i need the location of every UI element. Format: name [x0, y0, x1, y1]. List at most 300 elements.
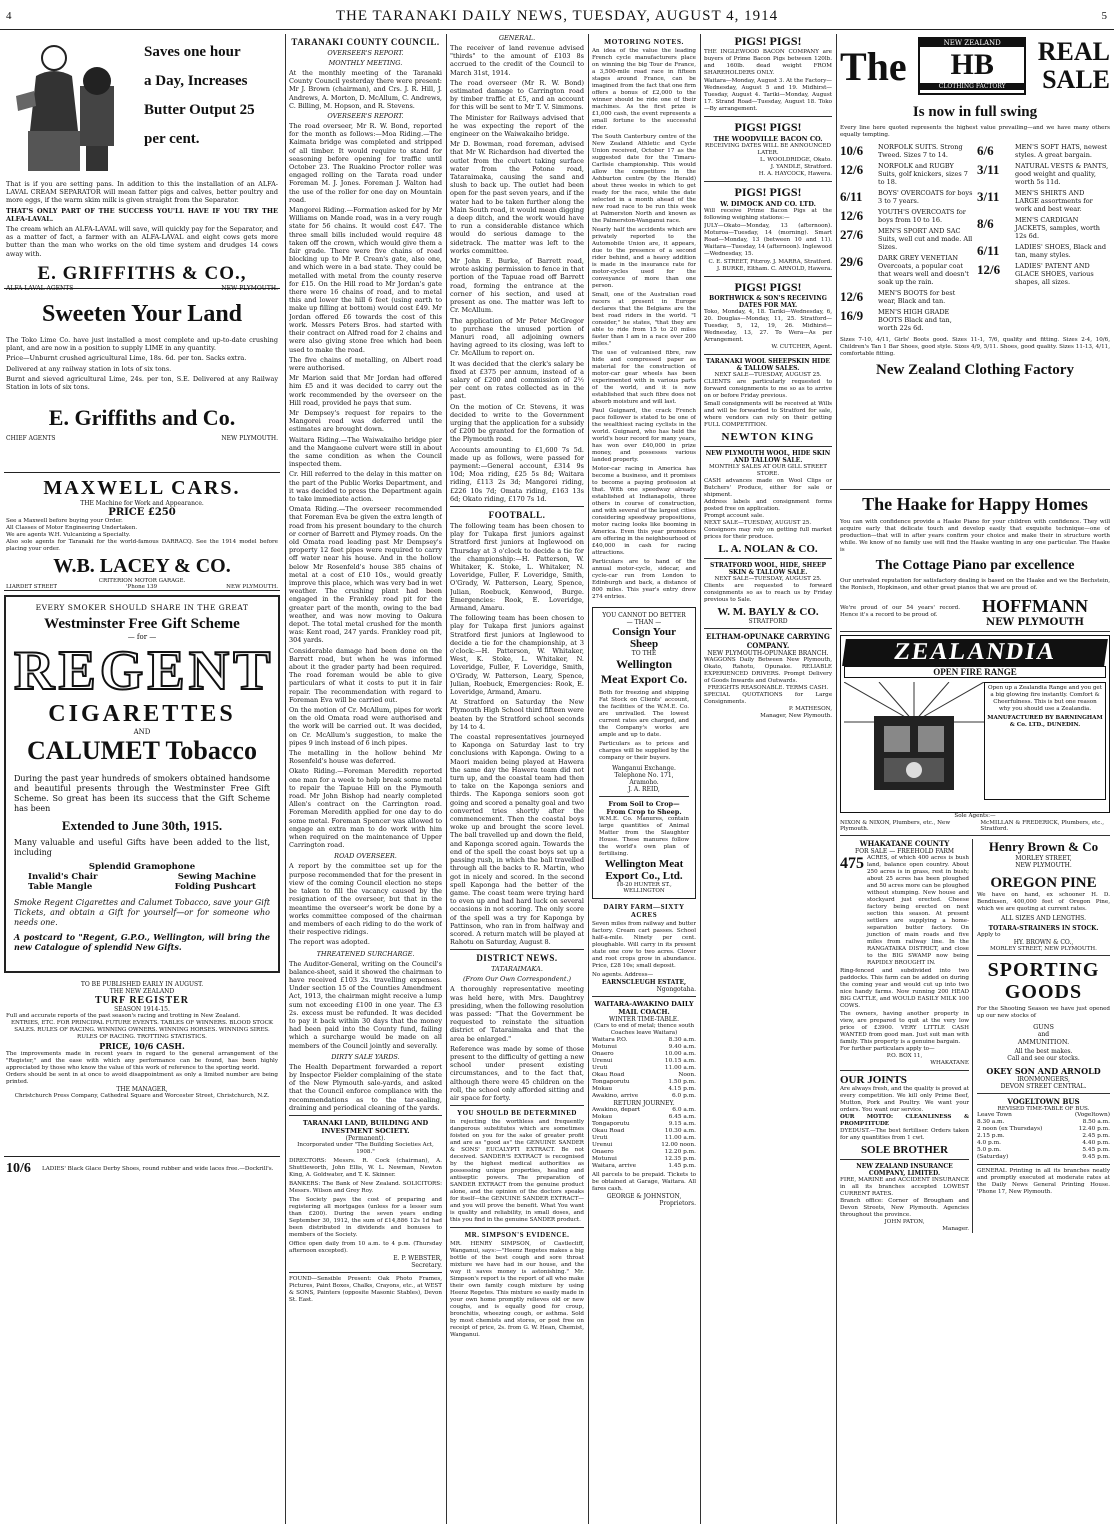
sale-item [840, 189, 973, 205]
wme-l6: Meat Export Co. [600, 672, 688, 686]
regent-scheme: Westminster Free Gift Scheme [44, 616, 240, 632]
stop-time: 10.15 a.m. [664, 1058, 696, 1064]
newspaper-title: THE TARANAKI DAILY NEWS, TUESDAY, AUGUST 4, 1914 [335, 8, 779, 24]
stop-name: Urenui [592, 1142, 613, 1148]
page-number: 4 [6, 10, 13, 22]
sweeten-b2: Price—Unburnt crushed agricultural Lime, 18s. 6d. per ton. Sacks extra. [6, 354, 247, 363]
sale-item-text: NORFOLK SUITS. Strong Tweed. Sizes 7 to 14. [878, 143, 963, 159]
wme2-body: W.M.E. Co. Manures, contain large quantities of Animal Matter from the Slaughter House. These manures follow the world's own plan of fertilising. [599, 816, 689, 857]
okey-address: DEVON STREET CENTRAL. [1000, 1083, 1087, 1090]
sale-item-text: MEN'S BOOTS for best wear, Black and tan. [878, 289, 956, 305]
society-s3: DIRECTORS: Messrs. R. Cock (chairman), A. Shuttleworth, John Ellis, W. L. Newman, Newton King, A. Goldwater, and T. K. Skinner. [289, 1157, 442, 1178]
zealandia-agent-2: McMILLAN & FREDERICK, Plumbers, etc., Stratford. [980, 820, 1104, 832]
sweeten-town: NEW PLYMOUTH. [221, 435, 278, 443]
stratford-wool-b: NEXT SALE—TUESDAY, AUGUST 25. [714, 576, 822, 582]
stop-name: Mokau [592, 1086, 613, 1092]
timetable-row [592, 1128, 696, 1135]
coach-timetable-return [592, 1107, 696, 1170]
stop-time: 6.45 a.m. [668, 1114, 696, 1120]
stratford-wool-c: Clients are requested to forward consignments so as to reach us by Friday previous to Sale. [704, 583, 832, 603]
joints-body: Are always fresh, and the quality is proved at every competition. We kill only Prime Beef, Mutton, Pork and Poultry. We want your orders. You want our service. [840, 1086, 969, 1113]
dairy-farm-body: Seven miles from railway and butter factory. Cream cart passes. School half-a-mile. Ninety per cent. ploughable. Will carry in its present state one cow to two acres. Clover and root crops grow in abundance. Price, £28 10s; small deposit. [592, 921, 696, 969]
sander-heading: YOU SHOULD BE DETERMINED [457, 1109, 577, 1118]
pigs-borthwick-agent: W. CUTCHER, Agent. [771, 344, 832, 350]
correspondent-note: (From Our Own Correspondent.) [462, 975, 572, 984]
np-wool-g: Consignors may rely on getting full market prices for their produce. [704, 527, 832, 540]
council-p10: Considerable damage had been done on the Barrett road, but when he was informed about it the grader party had been required. The road foreman would be able to give particulars of what it costs to put it in fair repair. The recommendation with regard to Foreman Eva will be carried out. [289, 646, 442, 704]
sale-item-text: MEN'S CARDIGAN JACKETS, samples, worth 12s 6d. [1015, 216, 1100, 240]
sale-item [977, 262, 1110, 286]
wellington-meat-ad [592, 607, 696, 899]
stop-name: Waitara P.O. [592, 1037, 628, 1043]
tataraimaka-heading: TATARAIMAKA. [491, 965, 543, 974]
bus-time-town: 4.0 p.m. [977, 1140, 1001, 1146]
regent-extended: Extended to June 30th, 1915. [61, 818, 223, 833]
general-printing: GENERAL Printing in all its branches neatly and promptly executed at moderate rates at the Daily News General Printing House. 'Phone 17, New Plymouth. [977, 1168, 1110, 1195]
simpson-heading: MR. SIMPSON'S EVIDENCE. [464, 1231, 570, 1240]
bus-time-vogeltown: 5.45 p.m. [1082, 1147, 1110, 1153]
sale-item-text: NATURAL VESTS & PANTS, good weight and quality, worth 5s 11d. [1015, 162, 1109, 186]
hb-sale-ad [840, 34, 1110, 486]
council-p3: Mangorei Riding.—Formation asked for by Mr Williams on Mande road, was in a very rough state for 56 chains. It would cost £47. The three small bills included would require 48 taken off the crown, which would give them a fair grade. There were five chains of road blocking up to Mr P. Crean's gate, also one, and which were in a bad state. They could be metalled with metal from the county reserve for £15. On the Hill road to Mr Jordan's gate there were 16 chains of road, and to metal this and lower the hill 6 feet (using earth to make up filling at bottom) would cost £49. Mr Jordan offered £6 towards the cost of this work. Messrs Peters Bros. had started with their contract on Alfred road for 2 chains and were also giving stone free which had been used to make the road. [289, 206, 442, 354]
sale-item [840, 208, 973, 224]
joints-heading: OUR JOINTS [840, 1074, 907, 1086]
sporting-makes: All the best makes. [1014, 1048, 1073, 1055]
turf-title: TURF REGISTER [94, 995, 190, 1006]
coach-timetable-outbound [592, 1037, 696, 1100]
haake-piano-ad [840, 494, 1110, 628]
insurance-body: FIRE, MARINE and ACCIDENT INSURANCE in all its branches accepted LOWEST CURRENT RATES. [840, 1177, 969, 1197]
pigs-woodville: THE WOODVILLE BACON CO. [713, 135, 823, 143]
insurance-heading: NEW ZEALAND INSURANCE COMPANY, LIMITED. [856, 1163, 953, 1177]
joints-dyedust: DYEDUST.—The best fertiliser. Orders taken for any quantities from 1 cwt. [840, 1128, 969, 1141]
bayly-town: STRATFORD [748, 618, 788, 625]
general-p3: The Minister for Railways advised that he was expecting the report of the engineer on the Waiwakaiho bridge. [450, 113, 584, 139]
turf-register-ad [4, 977, 280, 1157]
timetable-row [592, 1037, 696, 1044]
society-s2: Incorporated under "The Building Societies Act, 1908." [297, 1141, 434, 1155]
sale-item-text: NORFOLK and RUGBY Suits, golf knickers, sizes 7 to 18. [878, 162, 968, 186]
newton-king: NEWTON KING [721, 431, 815, 443]
dairy-farm-address: EARNSCLEUGH ESTATE, [601, 979, 687, 986]
regent-calumet: CALUMET Tobacco [27, 736, 257, 765]
stop-time: 10.00 a.m. [664, 1051, 696, 1057]
stop-time: 12.20 p.m. [664, 1149, 696, 1155]
oregon-firm: HY. BROWN & CO., [1013, 939, 1074, 946]
timetable-row [592, 1051, 696, 1058]
column-6 [840, 34, 1110, 1524]
maxwell-price: PRICE £250 [108, 507, 176, 518]
sale-item-text: DARK GREY VENETIAN Overcoats, a popular coat that wears well and doesn't soak up the rain. [878, 254, 969, 286]
zealandia-agent-1: NIXON & NIXON, Plumbers, etc., New Plymouth. [840, 820, 951, 832]
wme-body-2: Particulars as to prices and charges will be supplied by the company or their buyers. [599, 741, 689, 761]
council-p5: Mr Marion said that Mr Jordan had offered him £5 and it was decided to carry out the work recommended by the overseer on the Hill road, provided he pays that sum. [289, 374, 442, 407]
general-p2: The road overseer (Mr R. W. Bond) estimated damage to Carrington road by timber traffic at £5, and an account for this will be sent to Mr T. V. Simmons. [450, 78, 584, 112]
sale-item-text: LADIES' PATENT AND GLACE SHOES, various shapes, all sizes. [1015, 262, 1094, 286]
sale-item [840, 254, 973, 286]
column-rule [446, 34, 447, 1524]
timetable-row [977, 1154, 1110, 1161]
sale-item [840, 143, 973, 159]
sporting-call: Call and see our stocks. [1007, 1055, 1080, 1062]
timetable-row [977, 1119, 1110, 1126]
timetable-row [592, 1142, 696, 1149]
motoring-p7: Motor-car racing in America has become a business, and it promises to become a paying profession at that. With one speedway already established at Indianapolis, three others in course of construction, and with several of the largest cities considering speedway propositions, motor racing looks like booming in America. Even this year promoters are offering in the neighbourhood of £40,000 in cash for racing attractions. [592, 466, 696, 556]
timetable-row [592, 1065, 696, 1072]
taranaki-wool-heading: TARANAKI WOOL SHEEPSKIN HIDE & TALLOW SALES. [705, 358, 831, 372]
stop-time: 8.30 a.m. [668, 1037, 696, 1043]
okey-ironmongers: IRONMONGERS, [1017, 1076, 1070, 1083]
bus-time-vogeltown: (Vogeltown) [1074, 1112, 1110, 1118]
stop-time: 1.50 p.m. [668, 1079, 696, 1085]
maxwell-sub: THE Machine for Work and Appearance. [80, 500, 204, 507]
council-sub-3: OVERSEER'S REPORT. [327, 112, 404, 121]
sale-item [840, 162, 973, 186]
stop-time: 1.45 p.m. [668, 1163, 696, 1169]
motoring-p4: Small, one of the Australian road racers at present in Europe declares that the Belgians are the best road riders in the world. "I consider," he states, "that they are able to ride from 15 to 20 miles faster than I am in a race over 200 miles." [592, 292, 696, 347]
maxwell-garage: CRITERION MOTOR GARAGE. [98, 578, 186, 584]
sale-item [840, 308, 973, 332]
sale-item [977, 162, 1110, 186]
society-secretary-label: Secretary. [411, 1261, 442, 1269]
council-p14: A report by the committee set up for the purpose recommended that for the present in view of the coming Council election no steps be taken to fill the vacancy caused by the resignation of the overseer, but that in the meantime the overseer's work be done by a works committee composed of the chairman and members of each riding to do the work of their respective ridings. [289, 862, 442, 937]
column-3 [450, 34, 584, 1524]
football-p3: At Stratford on Saturday the New Plymouth High School third fifteen were beaten by the Stratford school seconds by 14 to 4. [450, 698, 584, 731]
whakatane-acres: 475 [840, 855, 864, 872]
timetable-row [592, 1156, 696, 1163]
maxwell-phone: 'Phone 139 [126, 584, 158, 590]
maxwell-title: MAXWELL CARS. [43, 477, 241, 499]
council-sub-4: ROAD OVERSEER. [334, 852, 397, 861]
football-p4: The coastal representatives journeyed to Kaponga on Saturday last to try conclusions with Kaponga. Owing to a Maori maiden being played at Hawera the same day the Hawera team did not turn up, and the coastal team had then to take on the Kaponga seniors and thirds. The Kaponga seniors soon got going and scored a penalty goal and two converted tries shortly after the commencement. Then the coastal boys woke up and brought the score level. The ball travelled up and down the field, and Kaponga scored again. Towards the end of the spell the coast boys set up a passing rush, in which the ball travelled through all the backs to R. Martin, who got in nicely and scored. In the second spell Kaponga had the better of the game. The coast team were trying hard to even up and had hard luck on several occasions in not scoring. The only score of the spell was a try for Kaponga by Pattinson, who ran in from halfway and scored. A return match will be played at Rahotu on Saturday, August 8. [450, 733, 584, 947]
motoring-p3: Nearly half the accidents which are privately reported to the Automobile Union are, it appears, due to the presence of a second rider behind, and a heavy addition is made in the insurance rate for motor-cycles used for the conveyance of more than one person. [592, 227, 696, 289]
stop-name: Awakino, arrive [592, 1093, 639, 1099]
sale-item-text: YOUTH'S OVERCOATS for boys from 10 to 16. [878, 208, 966, 224]
sporting-body: For the Shooting Season we have just opened up our new stocks of [977, 1006, 1110, 1019]
found-notice: FOUND—Sensible Present: Oak Photo Frames, Pictures, Paint Boxes, Chalks, Crayons, etc., at WEST & SONS, Painters (opposite Masonic Stables), Devon St. East. [289, 1275, 442, 1303]
motoring-p6: Paul Guignard, the crack French pace follower is stated to be one of the wealthiest racing cyclists in the world. Guignard, who has held the world's hour record for many years, has won over £40,000 in prize money, and possesses various landed property. [592, 408, 696, 463]
stop-name: Motunui [592, 1156, 617, 1162]
society-secretary: E. P. WEBSTER, [393, 1254, 442, 1262]
stop-time: Noon. [678, 1072, 696, 1078]
timetable-row [592, 1093, 696, 1100]
sweeten-land-ad [4, 289, 280, 473]
regent-brand: REGENT [14, 640, 275, 702]
stop-name: Tongaporutu [592, 1121, 630, 1127]
bus-time-vogeltown: 9.45 p.m. [1082, 1154, 1110, 1160]
timetable-row [592, 1135, 696, 1142]
turf-price: PRICE, 10/6 CASH. [99, 1041, 185, 1051]
shoes-text: LADIES' Black Glace Derby Shoes, round rubber and wide laces free.—Dockrill's. [42, 1165, 274, 1172]
stop-time: 12.35 p.m. [664, 1156, 696, 1162]
timetable-row [592, 1072, 696, 1079]
zealandia-range: OPEN FIRE RANGE [844, 666, 1106, 678]
sale-item-price: 6/11 [840, 189, 863, 204]
council-p4: The five chains of metalling, on Albert road were authorised. [289, 355, 442, 372]
haake-body: You can with confidence provide a Haake Piano for your children with confidence. They will acquire early that delicate touch and develop easily that exquisite technique—one of production—that will in after years confirm your choice and make their in structure worth while. We know of no family use will find the Haake wanting in any one particular. The Haake is [840, 519, 1110, 553]
stop-name: Motunui [592, 1044, 617, 1050]
maxwell-b2: All Classes of Motor Engineering Undertaken. [6, 525, 138, 531]
column-rule [285, 34, 286, 1524]
stop-name: Onaero [592, 1149, 614, 1155]
sale-item-text: MEN'S SOFT HATS, newest styles. A great bargain. [1015, 143, 1108, 159]
stop-name: Urenui [592, 1058, 613, 1064]
wme-reid: J. A. REID, [628, 786, 660, 793]
bayly-firm: W. M. BAYLY & CO. [717, 606, 819, 618]
sole-brother: SOLE BROTHER [860, 1144, 949, 1156]
turf-season: SEASON 1914-15. [114, 1006, 170, 1013]
sale-item-text: MEN'S SPORT AND SAC Suits, well cut and made. All Sizes. [878, 227, 973, 251]
council-sub-1: OVERSEER'S REPORT. [327, 49, 404, 57]
cottage-body: Our unrivaled reputation for satisfactory dealing is based on the Haake and we the Bechstein, the Ronisch, Hopkinson, and other great pianos that we are proud of. [840, 578, 1110, 591]
np-wool-heading: NEW PLYMOUTH WOOL, HIDE SKIN AND TALLOW SALE. [705, 450, 831, 464]
column-rule [700, 34, 701, 1524]
totara-strainers: TOTARA-STRAINERS IN STOCK. [988, 925, 1099, 932]
timetable-row [592, 1086, 696, 1093]
oregon-address: MORLEY STREET, NEW PLYMOUTH. [990, 946, 1097, 952]
council-p8: Cr. Hill referred to the delay in this matter on the part of the Public Works Department, and it was decided to press the Department again to take immediate action. [289, 470, 442, 503]
alfa-laval-ad [4, 34, 280, 292]
football-heading: FOOTBALL. [488, 509, 546, 520]
insurance-agent: JOHN PATON, [884, 1219, 925, 1225]
sweeten-agents: CHIEF AGENTS [6, 435, 56, 443]
sale-item-price: 6/11 [977, 243, 1000, 258]
sporting-ammunition: AMMUNITION. [1017, 1038, 1070, 1046]
turf-p2: THE NEW ZEALAND [109, 988, 175, 995]
motoring-p5: The use of vulcanised fibre, raw hide and compressed paper as material for the construction of motor-car gear wheels has been experimented with in various parts of the world, and it is now established that such fibre does not absorb moisture and will last. [592, 350, 696, 405]
whakatane-apply: For further particulars apply to— [840, 1046, 935, 1052]
regent-top: EVERY SMOKER SHOULD SHARE IN THE GREAT [35, 603, 249, 612]
pigs-borthwick: BORTHWICK & SON'S RECEIVING DATES FOR MAY. [709, 295, 827, 309]
regent-gift-1: Splendid Gramophone [88, 862, 196, 872]
hoffmann-town: NEW PLYMOUTH [986, 617, 1084, 628]
sale-item-price: 6/6 [977, 143, 994, 158]
sale-item-price: 3/11 [977, 162, 1000, 177]
motoring-p8: Particulars are to hand of the annual motor-cycle, sidecar, and cycle-car run from London to Edinburgh and back, a distance of 800 miles. This year's entry drew 274 entries. [592, 559, 696, 600]
np-wool-d: Address labels and consignment forms posted free on application. [704, 499, 832, 512]
column-2 [289, 34, 442, 1524]
zealandia-maker: MANUFACTURED BY BARNINGHAM & Co. LTD., DUNEDIN. [987, 715, 1103, 728]
hoffmann-name: HOFFMANN [982, 596, 1088, 616]
society-s6: Office open daily from 10 a.m. to 4 p.m. (Thursday afternoon excepted). [289, 1240, 442, 1254]
sale-item-price: 10/6 [840, 143, 864, 158]
sweeten-title: Sweeten Your Land [41, 301, 243, 327]
stratford-wool-heading: STRATFORD WOOL, HIDE, SHEEP SKIN & TALLOW SALE. [709, 562, 827, 576]
stop-time: 10.30 a.m. [664, 1128, 696, 1134]
maxwell-b3: We are agents W.H. Vulcanizing a Specialty. [6, 532, 131, 538]
np-wool-c: CASH advances made on Wool Clips or Butchers' Produce, either for sale or shipment. [704, 478, 832, 498]
bus-time-town: 2.15 p.m. [977, 1133, 1005, 1139]
regent-b1: During the past year hundreds of smokers obtained handsome and beautiful presents through the Westminster Free Gift Scheme. So great has been its success that the Gift Scheme has been [14, 774, 270, 813]
stop-time: 11.00 a.m. [664, 1135, 696, 1141]
zealandia-brand: ZEALANDIA [842, 639, 1108, 666]
stop-time: 6.0 p.m. [672, 1093, 696, 1099]
district-p1: A thoroughly representative meeting was held here, with Mrs. Daughtrey presiding, when the following resolution was passed: "That the Government be requested to reinstate the situation district of Tataraimaka and that the area be enlarged." [450, 985, 584, 1043]
sander-body: in rejecting the worthless and frequently dangerous substitutes which are sometimes foisted on you for the sake of greater profit and are as "good as" the GENUINE SANDER & SONS' EUCALYPTI EXTRACT. Be not deceived. SANDER'S EXTRACT is recognised by the highest medical authorities as possessing unique properties, healing and antiseptic powers. The preparation of SANDER EXTRACT from the genuine product alone, and the opinion of the doctors speaks for itself—the GENUINE SANDER EXTRACT—and you will prove the benefit. What You want is quality and reliability, in small doses, and this you find in the genuine SANDER product. [450, 1119, 584, 1224]
eltham-b6: P. MATHESON, [788, 706, 832, 712]
society-s1: (Permanent). [345, 1134, 386, 1142]
coach-return-title: RETURN JOURNEY. [613, 1100, 675, 1107]
turf-b3: Orders should be sent in at once to avoid disappointment as only a limited number are being printed. [6, 1072, 278, 1085]
hb-swing: Is now in full swing [912, 104, 1038, 120]
alfa-agents: ALFA-LAVAL AGENTS [6, 284, 74, 292]
pigs-heading-3: PIGS! PIGS! [734, 185, 802, 199]
council-p9: Omata Riding.—The overseer recommended that Foreman Eva be given the extra length of road from his present boundary to the church or corner of Barrett and Plymey roads. On the old Omata road leading past Mr Dempsey's property 12 feet pipes were required to carry off water near his house. And in the hollow below Mr Rosenfeld's house 385 chains of metal at a cost of £10 10s., would greatly improve this place, which was very bad in wet weather. The crushing plant had been engaged in the Frankley road pit for the greater part of the month, owing to the bad weather, and was now moving to Oakura depot. The total metal crushed for the month was: Kent road, 247 yards. Frankley road pit, 304 yards. [289, 505, 442, 645]
football-p1: The following team has been chosen to play for Tukapa first juniors against Stratford first juniors at Inglewood on Thursday at 3 o'clock to decide a tie for the championship:—H. Patterson, W. Whitaker, K. Stoke, L. Whitaker, N. Loveridge, Fuller, F. Loveridge, Smith, O'Grady, W. Patterson, Leary, Spence, Julian, Roebuck, Kenwood, Burge. Emergencies: Rook, E. Loveridge, Armand, Amaru. [450, 521, 584, 612]
regent-gift-2a: Invalid's Chair [28, 872, 98, 882]
simpson-body: MR. HENRY SIMPSON, of Castlecliff, Wanganui, says:—"Heenz Regetes makes a big bottle of the best cough and sore throat mixture we have had in our house, and the way it saves money is astonishing." Mr. Simpson's report is the report of all who make their own family cough mixture by using Heenz Regetes. This mixture so easily made in your own home promptly relieves old or new coughs, and is equally good for croup, bronchitis, wheezing cough, or asthma. Sold by most chemists and stores, or post free on receipt of price, 2s. from G. W. Hean, Chemist, Wanganui. [450, 1241, 584, 1339]
general-p6: The application of Mr Peter McGregor to purchase the unused portion of Manuri road, all adjoining owners having agreed to its closing, was left to Cr. McAllum to report on. [450, 316, 584, 358]
maxwell-firm: W.B. LACEY & CO. [53, 555, 231, 577]
dairy-farm-town: Ngongotaha. [656, 986, 696, 993]
sporting-goods: SPORTING GOODS [987, 959, 1100, 1003]
stop-name: Onaero [592, 1051, 614, 1057]
bus-time-town: Leave Town [977, 1112, 1012, 1118]
henry-brown-name: Henry Brown & Co [988, 839, 1099, 854]
stop-name: Okau Road [592, 1128, 625, 1134]
pigs-heading-1: PIGS! PIGS! [734, 34, 802, 48]
henry-brown-town: NEW PLYMOUTH. [1015, 862, 1072, 869]
regent-cigarettes-ad [4, 595, 280, 973]
np-wool-e: Prompt account sale. [704, 513, 764, 519]
whakatane-body-3: The owners, having another property in view, are prepared to quit at the very low price of £3900. VERY LITTLE CASH WANTED from good man. Just suit man with family. This property is a genuine bargain. [840, 1011, 969, 1045]
wme-telephone: Telephone No. 171, [614, 772, 674, 779]
nolan-firm: L. A. NOLAN & CO. [718, 543, 818, 555]
pigs-dimock-b: Will receive Prime Bacon Pigs at the following weighing stations:— [704, 208, 832, 221]
insurance-body-2: Branch office: Corner of Brougham and Devon Streets, New Plymouth. Agencies throughout the province. [840, 1198, 969, 1218]
general-p7: It was decided that the clerk's salary be fixed at £375 per annum, instead of a salary of £200 and commission of 2½ per cent on rates collected as in the past. [450, 359, 584, 401]
sporting-guns: GUNS [1033, 1023, 1054, 1031]
cottage-record: We're proud of our 54 years' record. Hence it's a record to be proud of. [840, 605, 960, 618]
motoring-heading: MOTORING NOTES. [604, 37, 684, 46]
general-heading: GENERAL. [498, 34, 536, 42]
pigs-dimock: W. DIMOCK AND CO. LTD. [720, 200, 816, 208]
building-society-ad [289, 1119, 442, 1269]
stop-time: 9.15 a.m. [668, 1121, 696, 1127]
okey-son-arnold: OKEY SON AND ARNOLD [986, 1066, 1101, 1076]
dairy-maid-illustration [6, 36, 136, 176]
stove-illustration [844, 682, 984, 800]
pigs-woodville-agent-3: H. A. HAYCOCK, Hawera. [758, 171, 832, 177]
district-news-heading: DISTRICT NEWS. [476, 953, 558, 964]
zealandia-body: Open up a Zealandia Range and you get a big glowing fire instantly. Comfort & Cheerfulness. This is but one reason why you should use a Zealandia. [988, 685, 1102, 712]
hb-logo [918, 37, 1026, 95]
vogeltown-bus: VOGELTOWN BUS [1007, 1097, 1080, 1106]
council-sub-6: DIRTY SALE YARDS. [331, 1052, 400, 1061]
stop-time: 9.40 a.m. [668, 1044, 696, 1050]
sale-item-price: 8/6 [977, 216, 994, 231]
turf-address: Christchurch Press Company, Cathedral Square and Worcester Street, Christchurch, N.Z. [14, 1093, 270, 1099]
wme-body: Both for freezing and shipping Fat Stock on Clients' account, the facilities of the W.M.E. Co. are unrivalled. The lowest current rates are charged, and the Company's works are ample and up to date. [599, 690, 689, 738]
stop-name: Awakino, depart [592, 1107, 641, 1113]
pigs-inglewood: THE INGLEWOOD BACON COMPANY are buyers of Prime Bacon Pigs between 120lb. and 160lb. dead weight FROM SHAREHOLDERS ONLY. [704, 49, 832, 76]
dairy-farm-heading: DAIRY FARM—SIXTY ACRES [603, 903, 685, 919]
sale-item [840, 289, 973, 305]
oregon-pine: OREGON PINE [990, 875, 1097, 891]
turf-b1: Full and accurate reports of the past season's racing and trotting in New Zealand. [6, 1013, 240, 1019]
henry-brown-column [977, 839, 1110, 1233]
sale-item [840, 227, 973, 251]
hb-logo-mark: HB [950, 48, 994, 81]
council-sub-5: THREATENED SURCHARGE. [316, 949, 415, 958]
bus-time-town: 5.0 p.m. [977, 1147, 1001, 1153]
pigs-inglewood-dates: Waitara—Monday, August 3. At the Factory—Wednesday, August 5 and 19. Midhirst—Tuesday, August 4. Tariki—Monday, August 17. Strand Road—Tuesday, August 18. Toko—By arrangement. [704, 78, 832, 112]
eltham-b5: SPECIAL QUOTATIONS for Large Consignments. [704, 692, 832, 705]
whakatane-column [840, 839, 973, 1233]
henry-brown-street: MORLEY STREET, [1015, 855, 1072, 862]
timetable-row [592, 1149, 696, 1156]
council-sub-2: MONTHLY MEETING. [328, 59, 403, 67]
zealandia-ad [840, 635, 1110, 813]
oregon-sizes: ALL SIZES AND LENGTHS. [1000, 915, 1086, 922]
timetable-row [977, 1147, 1110, 1154]
sporting-and: and [1037, 1031, 1050, 1038]
council-p16: The Auditor-General, writing on the Council's balance-sheet, said it showed the chairman to have received £103 2s. travelling expenses. Under section 15 of the Counties Amendment Act, 1913, the chairman might receive a lump sum not exceeding £100 in one year. The £3 2s. excess must be refunded. It was decided to pay it back within 30 days that the money had been paid into the County fund, failing which a surcharge would be made on all members of the Council jointly and severally. [289, 959, 442, 1050]
turf-list: ENTRIES, ETC. FOR PRINCIPAL FUTURE EVENTS. TABLES OF WINNERS. BLOOD STOCK SALES. RULES OF RACING. WINNING OWNERS. WINNING HORSES. WINNING SIRES. RULES OF RACING. TROTTING STATISTICS. [10, 1020, 274, 1040]
cottage-title: The Cottage Piano par excellence [875, 558, 1075, 573]
wme-l5: Wellington [615, 657, 672, 671]
regent-for: — for — [127, 633, 157, 641]
council-p17: The Health Department forwarded a report by Inspector Fielder complaining of the state of the New Plymouth sale-yards, and asked that the Council enforce compliance with the recommendations as to the tar-sealing, draining and periodical cleaning of the yards. [289, 1062, 442, 1112]
whakatane-body: ACRES, of which 400 acres is bush land, balance open country. About 250 acres is in grass, rest in bush; about 25 acres has been ploughed and 50 acres more can be ploughed without stumping. New house and stockyard just erected. Cheese factory being erected on next section this season. At present settlers are supplying a home-separation butter factory. On junction of main roads and five miles from railway line. In the RANGATAIKA DISTRICT, and close to the BIG SWAMP now being RAPIDLY BROUGHT IN. [867, 855, 969, 966]
alfa-body: That is if you are setting pans. In addition to this the installation of an ALFA-LAVAL CREAM SEPARATOR will mean fatter pigs and calves, better poultry and more eggs, if the warm skim milk is given straight from the Separator. [6, 180, 278, 205]
turf-b2: The improvements made in recent years in regard to the general arrangement of the "Register," and the ease with which any performance can be found, has been highly appreciated by those who know the value of this work of reference to the sporting world. [6, 1051, 278, 1071]
motoring-p1: An idea of the value the leading French cycle manufacturers place on winning the big Tour de France, a 3,500-mile road race in fifteen stages around France, can be imagined from the fact that one firm offers a bonus of £2,000 to the winner should be ride one of their machines. As the first prize is £1,000 cash, the event represents a small fortune to the successful rider. [592, 48, 696, 131]
council-p13: Okato Riding.—Foreman Meredith reported one man for a week to help break some metal to repair the Tapuae Hill on the Plymouth road. Mr John Bishop had nearly completed Allen's contract on the Carrington road. Foreman Meredith applied for one day to do some metal. Foreman Spencer was allowed to engage an extra man to do work with him when required on the maintenance of Upper Carrington road. [289, 767, 442, 850]
regent-and: AND [133, 728, 151, 736]
wme-l2: — THAN — [626, 619, 662, 626]
regent-gift-3a: Table Mangle [28, 882, 93, 892]
sale-item-price: 3/11 [977, 189, 1000, 204]
hb-sale: SALE [1042, 65, 1110, 94]
whakatane-town: WHAKATANE [930, 1060, 969, 1066]
society-s4: BANKERS: The Bank of New Zealand. SOLICITORS: Messrs. Wilson and Grey Roy. [289, 1180, 442, 1194]
hb-the: The [840, 43, 907, 89]
council-p2: The road overseer, Mr R. W. Bond, reported for the month as follows:—Moa Riding.—The Kaimata bridge was completed and stripped of all timber. It would require to stand for seasoning before opening for traffic until October 23. The Ruakino Proctor roller was engaged rolling on the Tarata road under Foreman M. J. Jones. Foreman J. Walton had the use of the roller for one day on Mountain road. [289, 122, 442, 204]
sweeten-b1: The Toko Lime Co. have just installed a most complete and up-to-date crushing plant, and are now in a position to supply LIME in any quantity. [6, 336, 278, 353]
eltham-heading: ELTHAM-OPUNAKE CARRYING COMPANY. [706, 632, 830, 650]
oregon-body: We have on hand, ex schooner H. D. Bendixsen, 400,000 feet of Oregon Pine, which we are quoting at current rates. [977, 892, 1110, 912]
wme2-l2: Wellington Meat [604, 858, 684, 870]
wme-l3: Consign Your Sheep [611, 626, 677, 650]
coach-timetable-title: WINTER TIME-TABLE. [608, 1016, 680, 1023]
column-4 [592, 34, 696, 1524]
coach-footer: All parcels to be prepaid. Tickets to be obtained at Garage, Waitara. All fares cash. [592, 1172, 696, 1192]
football-p2: The following team has been chosen to play for Tukapa first juniors against Stratford first juniors at Inglewood to decide a tie for the championship, at 3 o'clock:—H. Patterson, W. Whitaker, West, K. Stoke, L. Whitaker, N. Loveridge, Fuller, F. Loveridge, Smith, O'Grady, W. Patterson, Leary, Spence, Julian, Roebuck, Emergencies: Rook, E. Loveridge, Armand, Amaru. [450, 614, 584, 697]
bus-time-vogeltown: 4.40 p.m. [1082, 1140, 1110, 1146]
general-p1: The receiver of land revenue advised "thirds" to the amount of £103 8s accrued to the credit of the Council to March 31st, 1914. [450, 44, 584, 77]
council-p15: The report was adopted. [289, 938, 370, 947]
sale-item-text: MEN'S HIGH GRADE BOOTS Black and tan, worth 22s 6d. [878, 308, 952, 332]
np-wool-b: MONTHLY SALES AT OUR GILL STREET STORE. [708, 464, 827, 477]
sale-item [977, 243, 1110, 259]
hb-items-right [977, 143, 1110, 335]
general-p5: Mr John E. Burke, of Barrett road, wrote asking permission to fence in that portion of the Tapuae road off Barrett road, forming the entrance at the corner of his section, and used at present as one. The matter was left to Cr. McAllum. [450, 257, 584, 315]
maxwell-b4: Also sole agents for Taranaki for the world-famous DARRACQ. See the 1914 model before placing your order. [6, 539, 278, 552]
column-rule [836, 34, 837, 1524]
joints-motto: OUR MOTTO: CLEANLINESS & PROMPTITUDE [840, 1114, 969, 1127]
timetable-row [977, 1112, 1110, 1119]
stop-name: Okau Road [592, 1072, 625, 1078]
sweeten-b3: Delivered at any railway station in lots of six tons. [6, 364, 172, 373]
wme-l1: YOU CANNOT DO BETTER [602, 612, 686, 619]
timetable-row [977, 1126, 1110, 1133]
whakatane-body-2: Ring-fenced and subdivided into two paddocks. This farm can be added on during the coming year and would cut up into two nice handy farms. Now running 200 HEAD BIG CATTLE, and WOULD EASILY MILK 100 COWS. [840, 968, 969, 1009]
hb-footnote: Sizes 7-10, 4/11, Girls' Boots good. Sizes 11-1, 7/6, quality and fitting. Sizes 2-4, 10/6, Children's Tan 1 Bar Shoes, good style. Sizes 4/9, 5/11. Shoes, good quality. Sizes 11-13, 4/11, comfortable fitting. [840, 337, 1110, 357]
sale-item-price: 27/6 [840, 227, 864, 242]
shoes-price: 10/6 [6, 1161, 31, 1176]
coach-note: (Cars to end of metal; thence south Coaches leave Waitara) [593, 1023, 695, 1036]
